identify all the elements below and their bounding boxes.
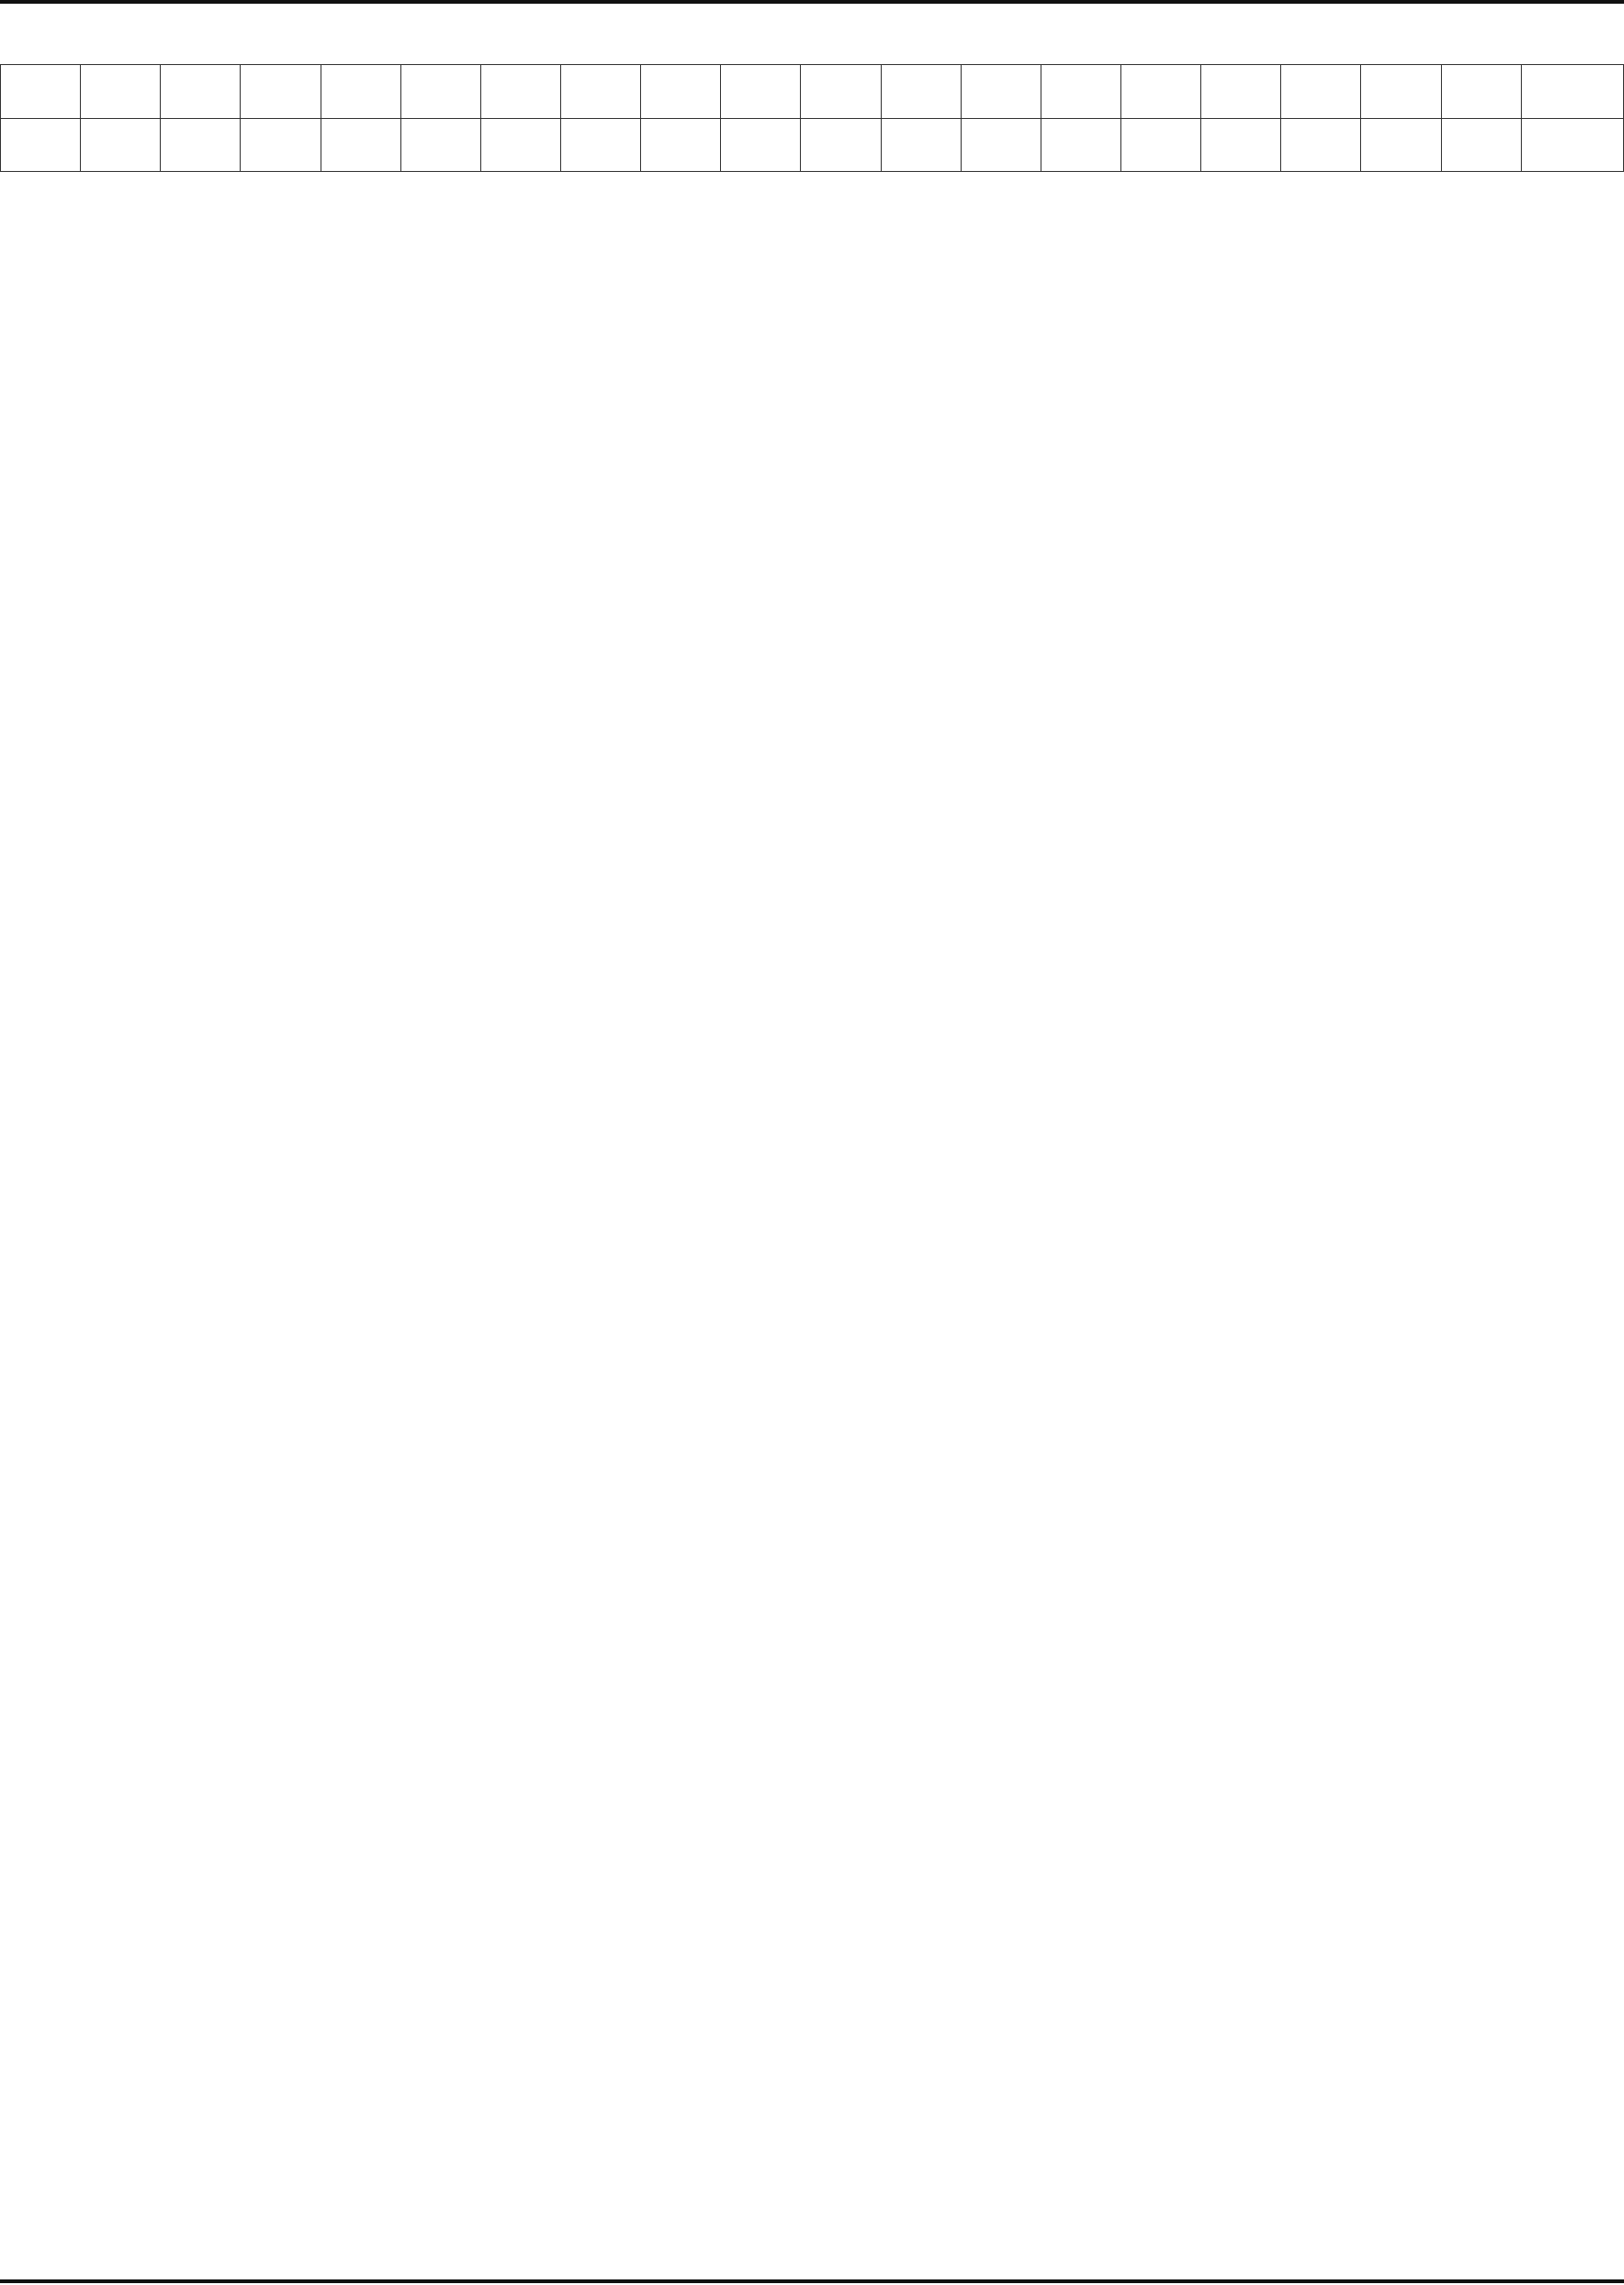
header-cell — [881, 65, 961, 119]
header-cell — [480, 65, 560, 119]
table-cell — [881, 119, 961, 172]
table-cell — [641, 119, 721, 172]
header-cell — [161, 65, 241, 119]
table-cell — [1361, 119, 1441, 172]
table-cell — [801, 119, 881, 172]
header-cell — [641, 65, 721, 119]
data-table — [0, 64, 1624, 172]
header-cell — [721, 65, 801, 119]
table-cell — [161, 119, 241, 172]
header-cell — [241, 65, 321, 119]
table-cell — [1201, 119, 1281, 172]
table-cell — [721, 119, 801, 172]
table-cell — [1521, 119, 1623, 172]
header-row — [1, 65, 1624, 119]
table-cell — [1281, 119, 1361, 172]
top-rule — [0, 0, 1624, 4]
header-cell — [1361, 65, 1441, 119]
table-cell — [961, 119, 1041, 172]
table-cell — [560, 119, 640, 172]
header-cell — [81, 65, 161, 119]
table-cell — [1120, 119, 1200, 172]
table-row — [1, 119, 1624, 172]
table-container — [0, 64, 1624, 172]
table-cell — [321, 119, 400, 172]
header-cell — [1521, 65, 1623, 119]
header-cell — [1, 65, 81, 119]
table-cell — [81, 119, 161, 172]
header-cell — [1201, 65, 1281, 119]
header-cell — [1281, 65, 1361, 119]
header-cell — [1441, 65, 1521, 119]
table-cell — [400, 119, 480, 172]
table-cell — [1041, 119, 1120, 172]
header-cell — [801, 65, 881, 119]
table-cell — [241, 119, 321, 172]
table-cell — [480, 119, 560, 172]
bottom-rule — [0, 2279, 1624, 2283]
header-cell — [1120, 65, 1200, 119]
table-cell — [1441, 119, 1521, 172]
header-cell — [400, 65, 480, 119]
header-cell — [961, 65, 1041, 119]
table-cell — [1, 119, 81, 172]
header-cell — [560, 65, 640, 119]
header-cell — [321, 65, 400, 119]
header-cell — [1041, 65, 1120, 119]
